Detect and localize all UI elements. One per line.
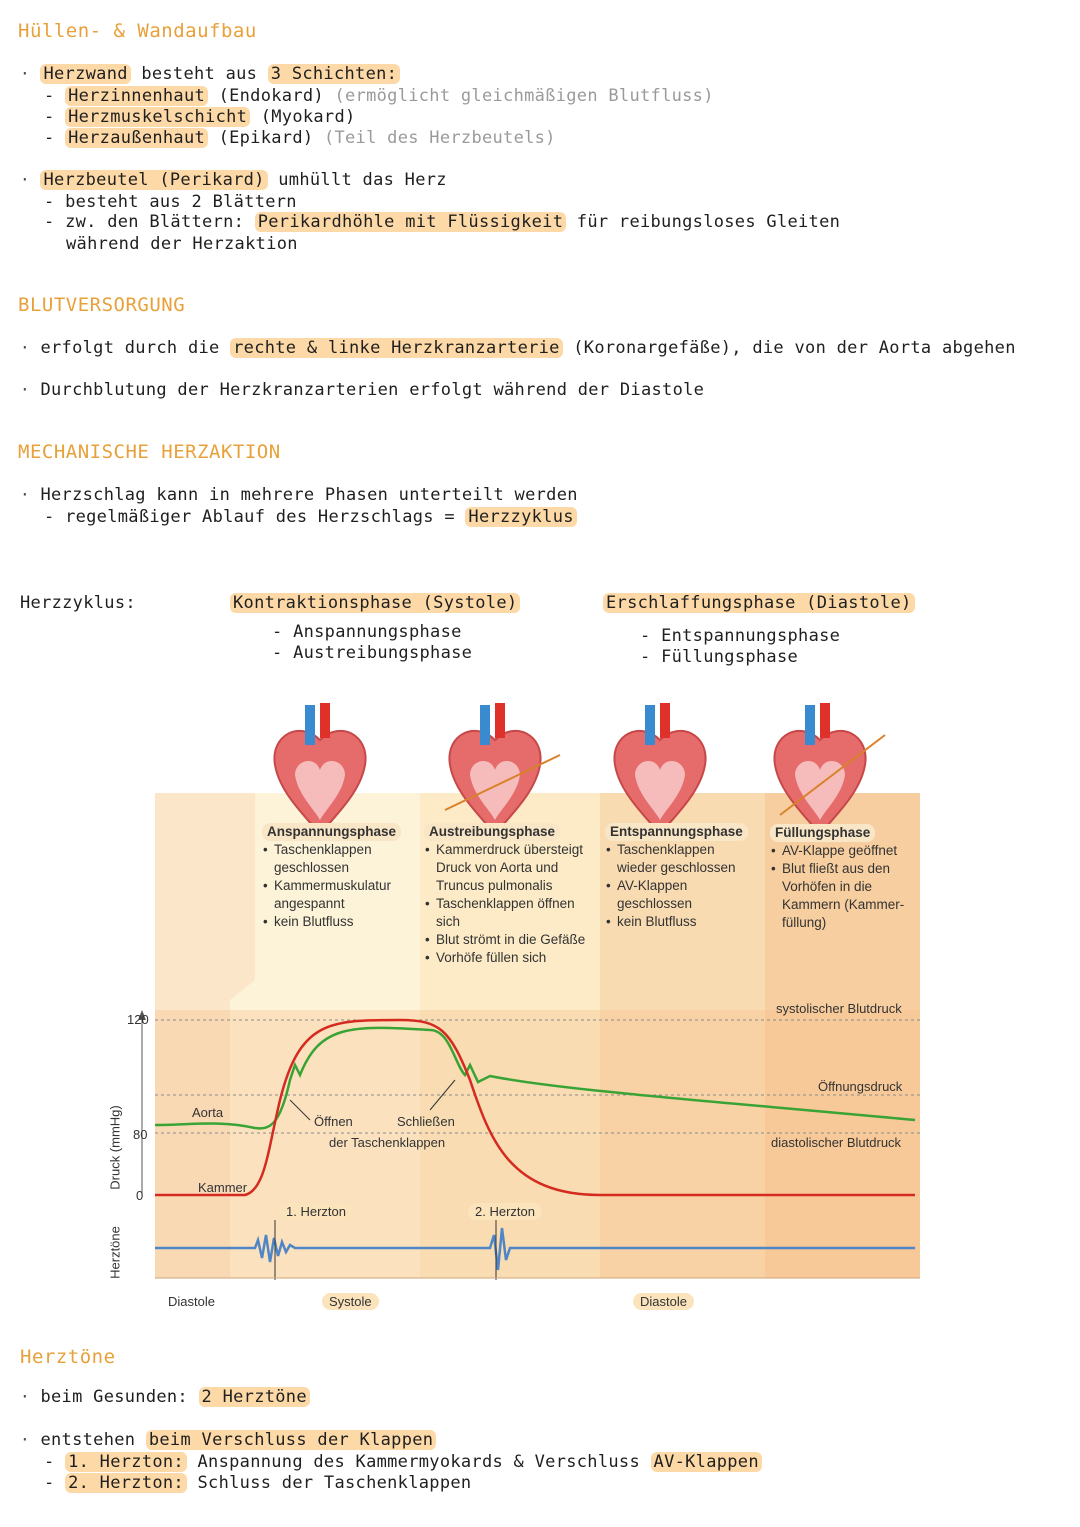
text: entstehen [40, 1430, 136, 1450]
y-tick-0: 0 [136, 1188, 144, 1203]
phase-title: Austreibungsphase [424, 823, 560, 841]
systole-phase-1: - Anspannungsphase [272, 622, 462, 642]
supply-line-1: · erfolgt durch die rechte & linke Herzkranzarterie (Koronargefäße), die von der Aorta abgehen [20, 338, 1016, 358]
text: zw. den Blättern: [65, 212, 245, 232]
systole-phase-2: - Austreibungsphase [272, 643, 473, 663]
section-heading-wall: Hüllen- & Wandaufbau [18, 20, 257, 42]
phase-item: • kein Blutfluss [274, 913, 422, 931]
diastole-phase-1: - Entspannungsphase [640, 626, 841, 646]
term: rechte & linke Herzkranzarterie [230, 338, 563, 358]
phase-item: • Blut strömt in die Gefäße [436, 931, 600, 949]
tones-line-1: · beim Gesunden: 2 Herztöne [20, 1387, 310, 1407]
text: Entspannungsphase [661, 626, 841, 646]
text: Füllungsphase [661, 647, 799, 667]
term: Herzzyklus [465, 507, 576, 527]
term: 2 Herztöne [199, 1387, 310, 1407]
text: (Myokard) [260, 107, 356, 127]
text: Durchblutung der Herzkranzarterien erfolgt während der Diastole [40, 380, 705, 400]
x-label-systole: Systole [322, 1293, 379, 1310]
text: (Epikard) [218, 128, 314, 148]
pericardium-line: während der Herzaktion [66, 234, 298, 254]
tones-line-2: · entstehen beim Verschluss der Klappen [20, 1430, 436, 1450]
phase-title: Anspannungsphase [262, 823, 401, 841]
label-kammer: Kammer [198, 1180, 248, 1195]
term: AV-Klappen [651, 1452, 762, 1472]
text: Austreibungsphase [293, 643, 473, 663]
phase-item: • Kammermuskulatur angespannt [274, 877, 422, 913]
label-open: Öffnen [314, 1114, 353, 1129]
label-tone-1: 1. Herzton [279, 1203, 353, 1220]
text: Anspannungsphase [293, 622, 462, 642]
term: beim Verschluss der Klappen [146, 1430, 436, 1450]
diastole-phase-2: - Füllungsphase [640, 647, 799, 667]
section-heading-supply: BLUTVERSORGUNG [18, 294, 186, 316]
note: (ermöglicht gleichmäßigen Blutfluss) [334, 86, 714, 106]
term: Perikardhöhle mit Flüssigkeit [255, 212, 567, 232]
phase-box-ejection [424, 823, 600, 967]
label-opening: Öffnungsdruck [818, 1079, 903, 1094]
term-layers: 3 Schichten: [268, 64, 400, 84]
text: erfolgt durch die [40, 338, 220, 358]
text: besteht aus [141, 64, 258, 84]
phase-item: • Kammerdruck übersteigt Druck von Aorta und Truncus pulmonalis [436, 841, 600, 895]
term: Herzbeutel (Perikard) [40, 170, 267, 190]
phase-box-relaxation [605, 823, 755, 931]
label-diastolic: diastolischer Blutdruck [771, 1135, 902, 1150]
bullet-heart-wall: · Herzwand besteht aus 3 Schichten: [20, 64, 400, 84]
phase-item: • Taschenklappen geschlossen [274, 841, 422, 877]
x-label-diastole-2: Diastole [633, 1293, 694, 1310]
diastole-title [603, 593, 915, 613]
text: umhüllt das Herz [278, 170, 447, 190]
phase-item: • Blut fließt aus den Vorhöfen in die Kammern (Kammer-füllung) [782, 860, 918, 932]
text: Schluss der Taschenklappen [197, 1473, 472, 1493]
term: Herzmuskelschicht [65, 107, 250, 127]
term: Herzinnenhaut [65, 86, 208, 106]
bullet-pericardium: · Herzbeutel (Perikard) umhüllt das Herz [20, 170, 447, 190]
supply-line-2: · Durchblutung der Herzkranzarterien erfolgt während der Diastole [20, 380, 705, 400]
phase-item: • AV-Klappe geöffnet [782, 842, 918, 860]
term: Erschlaffungsphase (Diastole) [603, 593, 915, 613]
label-close: Schließen [397, 1114, 455, 1129]
pericardium-line: - zw. den Blättern: Perikardhöhle mit Flüssigkeit für reibungsloses Gleiten [44, 212, 841, 232]
label-aorta: Aorta [192, 1105, 224, 1120]
y-tick-120: 120 [127, 1012, 149, 1027]
text: Anspannung des Kammermyokards & Verschluss [197, 1452, 640, 1472]
mech-line-1: · Herzschlag kann in mehrere Phasen unterteilt werden [20, 485, 578, 505]
label-valves: der Taschenklappen [329, 1135, 446, 1150]
y-axis-label: Druck (mmHg) [107, 1105, 123, 1190]
text: (Endokard) [218, 86, 324, 106]
text: für reibungsloses Gleiten [576, 212, 841, 232]
y-tick-80: 80 [133, 1127, 148, 1142]
text: beim Gesunden: [40, 1387, 188, 1407]
label-systolic: systolischer Blutdruck [776, 1001, 902, 1016]
mech-line-2: - regelmäßiger Ablauf des Herzschlags = Herzzyklus [44, 507, 577, 527]
phase-item: • Vorhöfe füllen sich [436, 949, 600, 967]
tones-line-3: - 1. Herzton: Anspannung des Kammermyokards & Verschluss AV-Klappen [44, 1452, 762, 1472]
layer-3: - Herzaußenhaut (Epikard) (Teil des Herzbeutels) [44, 128, 556, 148]
term: Herzaußenhaut [65, 128, 208, 148]
phase-title: Entspannungsphase [605, 823, 748, 841]
x-label-diastole-1: Diastole [168, 1294, 215, 1309]
text: Herzschlag kann in mehrere Phasen unterteilt werden [40, 485, 578, 505]
layer-1: - Herzinnenhaut (Endokard) (ermöglicht gleichmäßigen Blutfluss) [44, 86, 714, 106]
phase-title: Füllungsphase [770, 824, 875, 842]
section-heading-tones: Herztöne [20, 1346, 116, 1368]
cycle-label: Herzzyklus: [20, 593, 136, 613]
term: Kontraktionsphase (Systole) [230, 593, 520, 613]
pericardium-line: - besteht aus 2 Blättern [44, 192, 297, 212]
term: 1. Herzton: [65, 1452, 187, 1472]
note: (Teil des Herzbeutels) [323, 128, 556, 148]
text: (Koronargefäße), die von der Aorta abgehen [573, 338, 1016, 358]
term: 2. Herzton: [65, 1473, 187, 1493]
systole-title [230, 593, 520, 613]
phase-item: • Taschenklappen wieder geschlossen [617, 841, 755, 877]
phase-item: • AV-Klappen geschlossen [617, 877, 755, 913]
text: besteht aus 2 Blättern [65, 192, 297, 212]
cardiac-cycle-figure [0, 680, 1080, 1320]
layer-2: - Herzmuskelschicht (Myokard) [44, 107, 356, 127]
phase-box-tension [262, 823, 422, 931]
tones-axis-label: Herztöne [107, 1226, 123, 1279]
label-tone-2: 2. Herzton [468, 1203, 542, 1220]
tones-line-4: - 2. Herzton: Schluss der Taschenklappen [44, 1473, 472, 1493]
section-heading-mech: MECHANISCHE HERZAKTION [18, 441, 281, 463]
phase-item: • Taschenklappen öffnen sich [436, 895, 600, 931]
term-herzwand: Herzwand [40, 64, 130, 84]
phase-item: • kein Blutfluss [617, 913, 755, 931]
phase-box-filling [770, 824, 918, 932]
text: regelmäßiger Ablauf des Herzschlags = [65, 507, 455, 527]
